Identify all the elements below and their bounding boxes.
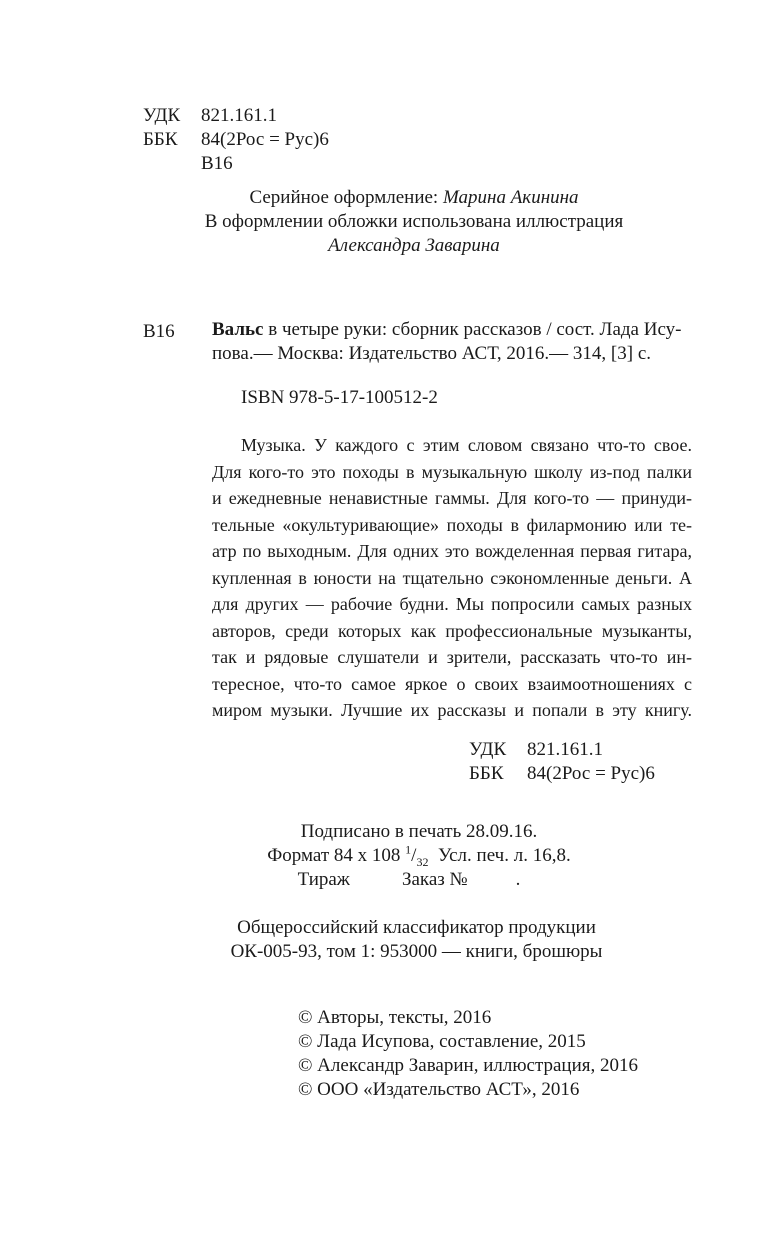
- series-designer-name: Марина Акинина: [442, 187, 579, 208]
- book-title-bold: Вальс: [212, 319, 264, 340]
- annotation-line: так и рядовые слушатели и зрители, рассказать что-то ин-: [212, 647, 692, 667]
- format-fraction-numerator: 1: [405, 842, 412, 857]
- annotation-line: атр по выходным. Для одних это вожделенная первая гитара,: [212, 541, 692, 561]
- order-label: Заказ №: [401, 869, 468, 890]
- cover-illustration-line: В оформлении обложки использована иллюстрация: [204, 211, 624, 232]
- classifier-line-1: Общероссийский классификатор продукции: [237, 917, 596, 938]
- udk-label: УДК: [143, 105, 181, 126]
- isbn: ISBN 978-5-17-100512-2: [241, 387, 438, 408]
- signed-for-print: Подписано в печать 28.09.16.: [300, 821, 538, 842]
- annotation-line: Для кого-то это походы в музыкальную школу из-под палки: [212, 461, 692, 482]
- annotation-line: миром музыки. Лучшие их рассказы и попали в эту книгу.: [212, 700, 692, 720]
- annotation-paragraph: [212, 432, 692, 724]
- annotation-line: Музыка. У каждого с этим словом связано что-то свое.: [241, 435, 692, 455]
- udk-row: [143, 104, 329, 128]
- bbk-row: [143, 128, 329, 152]
- circulation-label: Тираж: [297, 869, 350, 890]
- author-mark: В16: [201, 153, 233, 174]
- bbk-value: 84(2Рос = Рус)6: [201, 129, 329, 150]
- bottom-classification-block: [469, 738, 655, 786]
- annotation-line: и ежедневные ненавистные гаммы. Для кого-то — принуди-: [212, 488, 692, 508]
- copyright-line: © Авторы, тексты, 2016: [298, 1007, 492, 1028]
- bbk-label: ББК: [143, 129, 178, 150]
- bbk-label: ББК: [469, 763, 504, 784]
- annotation-line: тересное, что-то самое яркое о своих взаимоотношениях с: [212, 673, 692, 694]
- circulation-order-line: Тираж Заказ № .: [297, 869, 521, 890]
- top-classification-block: [143, 104, 329, 176]
- bib-line-2: пова.— Москва: Издательство АСТ, 2016.— 314, [3] с.: [212, 343, 652, 364]
- format-fraction-denominator: 32: [416, 854, 429, 869]
- print-info: [0, 820, 768, 892]
- series-design-line: [60, 186, 768, 210]
- copyright-notices: [298, 1006, 638, 1102]
- series-design-label: Серийное оформление:: [249, 187, 443, 208]
- copyright-line: © Александр Заварин, иллюстрация, 2016: [298, 1055, 639, 1076]
- copyright-line: © Лада Исупова, составление, 2015: [298, 1031, 586, 1052]
- format-line: Формат 84 x 108 $^1/_{32}$ Усл. печ. л. 16,8.: [267, 842, 571, 869]
- annotation-line: для других — рабочие будни. Мы попросили самых разных: [212, 594, 692, 614]
- bib-line-1: Вальс в четыре руки: сборник рассказов / сост. Лада Ису-: [212, 319, 682, 340]
- copyright-line: © ООО «Издательство АСТ», 2016: [298, 1079, 580, 1100]
- bib-author-mark: В16: [143, 321, 175, 342]
- udk-value: 821.161.1: [201, 105, 277, 126]
- design-credits: [0, 186, 768, 258]
- bibliographic-description: [212, 318, 681, 366]
- udk-row: [469, 738, 655, 762]
- product-classifier: [0, 916, 768, 964]
- annotation-line: тельные «окультуривающие» походы в филармонию или те-: [212, 514, 692, 535]
- classifier-line-2: ОК-005-93, том 1: 953000 — книги, брошюры: [230, 941, 603, 962]
- annotation-line: авторов, среди которых как профессиональные музыканты,: [212, 620, 692, 641]
- bbk-value: 84(2Рос = Рус)6: [527, 763, 655, 784]
- udk-value: 821.161.1: [527, 739, 603, 760]
- author-mark-row: [143, 152, 329, 176]
- annotation-line: купленная в юности на тщательно сэкономленные деньги. А: [212, 567, 692, 588]
- cover-illustrator-name: Александра Заварина: [328, 235, 500, 256]
- bbk-row: [469, 762, 655, 786]
- udk-label: УДК: [469, 739, 507, 760]
